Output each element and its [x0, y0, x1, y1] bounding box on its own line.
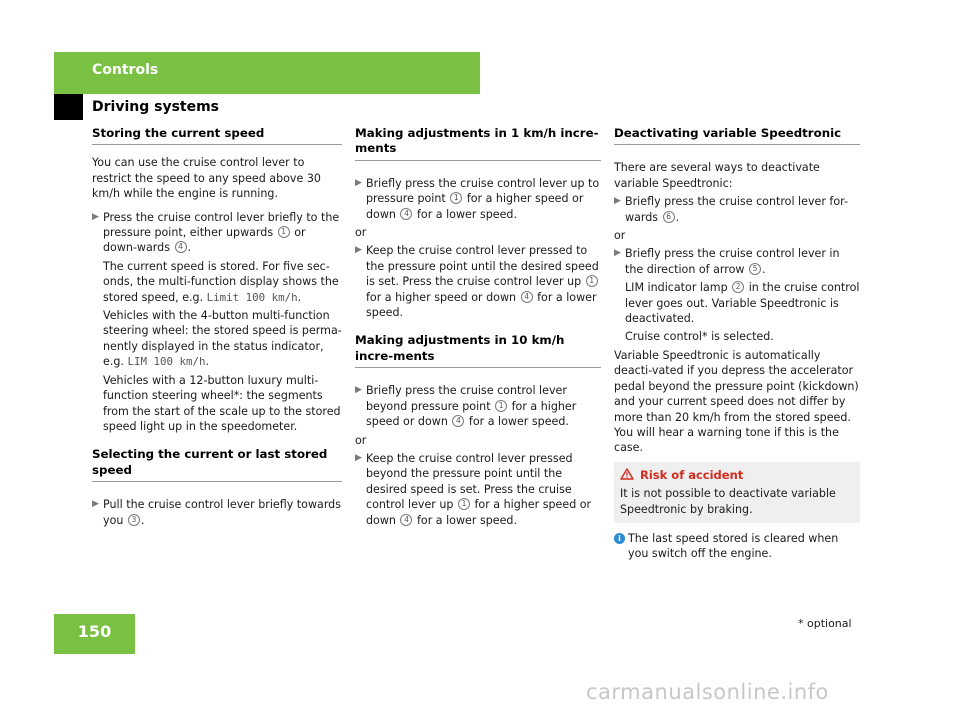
display-text-sample: Limit 100 km/h [206, 290, 298, 304]
instruction-step: ▶ Briefly press the cruise control lever beyond pressure point 1 for a higher speed or down 4 for a lower speed. [355, 384, 577, 429]
instruction-step: ▶ Briefly press the cruise control lever in the direction of arrow 5 . [614, 247, 840, 276]
instruction-step: ▶ Briefly press the cruise control lever for-wards 6 . [614, 195, 848, 224]
instruction-step: ▶ Briefly press the cruise control lever up to pressure point 1 for a higher speed or down 4 for a lower speed. [355, 176, 600, 221]
watermark: carmanualsonline.info [586, 680, 829, 704]
column-right [614, 126, 860, 562]
warning-text: It is not possible to deactivate variable Speedtronic by braking. [620, 487, 836, 516]
arrow-bullet-icon: ▶ [614, 196, 621, 207]
heading-storing-speed: Storing the current speed [92, 126, 342, 145]
arrow-bullet-icon: ▶ [92, 499, 99, 510]
paragraph-kickdown: Variable Speedtronic is automatically deacti-vated if you depress the accelerator pedal beyond the pressure point (kickdown) and your current speed does not differ by more than 20 km/h from the stored speed. You will hear a warning tone if this is the case. [614, 348, 859, 455]
instruction-step: ▶ Press the cruise control lever briefly to the pressure point, either upwards 1 or down-wards 4 . [92, 210, 340, 255]
callout-number: 4 [521, 291, 533, 303]
arrow-bullet-icon: ▶ [355, 452, 362, 463]
callout-number: 4 [400, 514, 412, 526]
callout-number: 1 [495, 400, 507, 412]
heading-deactivating: Deactivating variable Speedtronic [614, 126, 860, 145]
arrow-bullet-icon: ▶ [355, 177, 362, 188]
callout-number: 4 [175, 241, 187, 253]
callout-number: 4 [452, 415, 464, 427]
arrow-bullet-icon: ▶ [355, 245, 362, 256]
arrow-bullet-icon: ▶ [355, 385, 362, 396]
heading-1kmh-adjust: Making adjustments in 1 km/h incre-ments [355, 126, 601, 161]
arrow-bullet-icon: ▶ [614, 248, 621, 259]
callout-number: 2 [732, 281, 744, 293]
column-middle [355, 126, 601, 531]
result-text: The current speed is stored. For five sec-onds, the multi-function display shows the stored speed, e.g. Limit 100 km/h. [103, 259, 339, 304]
instruction-step: ▶ Keep the cruise control lever pressed to the pressure point until the desired speed is set. Press the cruise control lever up 1 for a higher speed or down 4 for a lower speed. [355, 244, 599, 320]
instruction-step: ▶ Pull the cruise control lever briefly towards you 3 . [92, 498, 342, 527]
warning-box [614, 462, 860, 523]
paragraph-intro: You can use the cruise control lever to restrict the speed to any speed above 30 km/h while the engine is running. [92, 156, 321, 201]
info-icon: i [614, 533, 625, 544]
arrow-bullet-icon: ▶ [92, 211, 99, 222]
info-note: i The last speed stored is cleared when you switch off the engine. [614, 531, 860, 562]
callout-number: 1 [450, 192, 462, 204]
display-text-sample: LIM 100 km/h [127, 355, 206, 369]
paragraph-intro: There are several ways to deactivate variable Speedtronic: [614, 161, 820, 190]
warning-triangle-icon [620, 468, 634, 480]
heading-10kmh-adjust: Making adjustments in 10 km/h incre-ments [355, 333, 601, 368]
section-title: Controls [92, 62, 159, 78]
instruction-step: ▶ Keep the cruise control lever pressed beyond the pressure point until the desired speed is set. Press the cruise control lever up 1 for a higher speed or down 4 for a lower speed. [355, 451, 592, 527]
callout-number: 4 [400, 208, 412, 220]
callout-number: 1 [458, 498, 470, 510]
or-separator: or [355, 433, 367, 447]
callout-number: 3 [128, 514, 140, 526]
page-number: 150 [77, 622, 112, 641]
result-text: LIM indicator lamp 2 in the cruise control lever goes out. Variable Speedtronic is deactivated. [625, 281, 860, 326]
subsection-marker [54, 94, 83, 120]
callout-number: 1 [586, 275, 598, 287]
or-separator: or [614, 229, 626, 243]
result-text: Cruise control* is selected. [625, 330, 774, 344]
callout-number: 5 [749, 263, 761, 275]
result-text: Vehicles with the 4-button multi-function steering wheel: the stored speed is perma-nently displayed in the status indicator, e.g. LIM 100 km/h. [103, 309, 342, 369]
warning-heading: Risk of accident [620, 468, 854, 483]
result-text: Vehicles with a 12-button luxury multi-function steering wheel*: the segments from the start of the scale up to the stored speed light up in the speedometer. [103, 373, 341, 433]
column-left [92, 126, 342, 531]
heading-selecting-speed: Selecting the current or last stored speed [92, 447, 342, 482]
subsection-title: Driving systems [92, 99, 220, 115]
or-separator: or [355, 226, 367, 240]
optional-footnote: * optional [798, 617, 852, 630]
callout-number: 1 [278, 226, 290, 238]
callout-number: 6 [663, 211, 675, 223]
